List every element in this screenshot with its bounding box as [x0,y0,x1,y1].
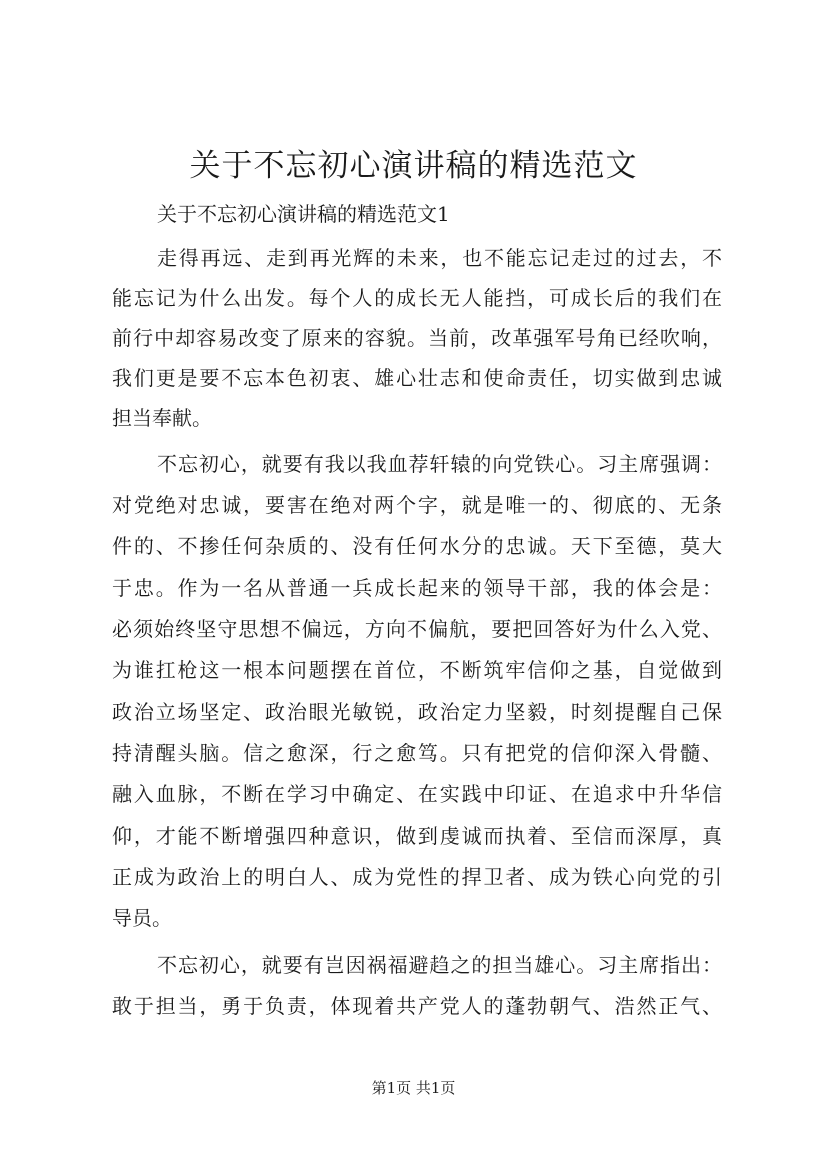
text-line: 持清醒头脑。信之愈深，行之愈笃。只有把党的信仰深入骨髓、 [112,741,722,765]
text-line: 件的、不掺任何杂质的、没有任何水分的忠诚。天下至德，莫大 [112,534,722,558]
section-heading: 关于不忘初心演讲稿的精选范文1 [157,202,450,226]
text-line: 担当奉献。 [112,406,212,430]
text-line: 政治立场坚定、政治眼光敏锐，政治定力坚毅，时刻提醒自己保 [112,700,722,724]
text-line: 不忘初心，就要有我以我血荐轩辕的向党铁心。习主席强调： [157,452,722,476]
document-title: 关于不忘初心演讲稿的精选范文 [189,148,638,184]
text-line: 不忘初心，就要有岂因祸福避趋之的担当雄心。习主席指出： [157,953,722,977]
text-line: 于忠。作为一名从普通一兵成长起来的领导干部，我的体会是： [112,576,722,600]
text-line: 能忘记为什么出发。每个人的成长无人能挡，可成长后的我们在 [112,286,722,310]
text-line: 为谁扛枪这一根本问题摆在首位，不断筑牢信仰之基，自觉做到 [112,658,722,682]
text-line: 融入血脉，不断在学习中确定、在实践中印证、在追求中升华信 [112,782,722,806]
text-line: 正成为政治上的明白人、成为党性的捍卫者、成为铁心向党的引 [112,865,722,889]
page-number: 第1页 共1页 [371,1079,456,1097]
text-line: 对党绝对忠诚，要害在绝对两个字，就是唯一的、彻底的、无条 [112,493,722,517]
text-line: 敢于担当，勇于负责，体现着共产党人的蓬勃朝气、浩然正气、 [112,994,722,1018]
text-line: 仰，才能不断增强四种意识，做到虔诚而执着、至信而深厚，真 [112,824,722,848]
text-line: 导员。 [112,906,172,930]
text-line: 我们更是要不忘本色初衷、雄心壮志和使命责任，切实做到忠诚 [112,366,722,390]
text-line: 必须始终坚守思想不偏远，方向不偏航，要把回答好为什么入党、 [112,617,722,641]
text-line: 前行中却容易改变了原来的容貌。当前，改革强军号角已经吹响， [112,326,722,350]
text-line: 走得再远、走到再光辉的未来，也不能忘记走过的过去，不 [157,246,722,270]
